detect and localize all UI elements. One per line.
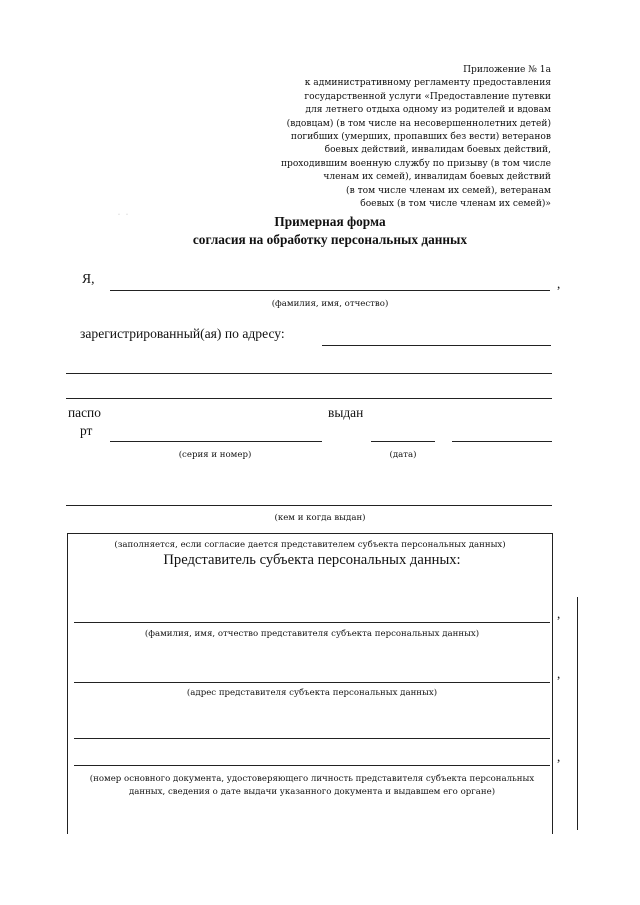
rep-fio-caption: (фамилия, имя, отчество представителя субъекта персональных данных) (144, 629, 480, 639)
comma: , (557, 666, 561, 681)
series-number-input-line[interactable] (110, 441, 322, 442)
scan-speck: · (118, 212, 120, 218)
appendix-line: погибших (умерших, пропавших без вести) ветеранов (290, 132, 551, 143)
form-title: Примерная форма (274, 214, 386, 229)
scan-speck: · (126, 212, 128, 218)
comma: , (557, 276, 561, 291)
date-input-line-2[interactable] (452, 441, 552, 442)
appendix-line: для летнего отдыха одному из родителей и вдовам (305, 105, 551, 116)
appendix-line: боевых действий, инвалидам боевых действий, (324, 145, 551, 156)
passport-label-part1: паспо (68, 405, 101, 420)
series-caption: (серия и номер) (178, 450, 252, 460)
rep-address-caption: (адрес представителя субъекта персональных данных) (186, 688, 438, 698)
appendix-line: Приложение № 1а (463, 65, 551, 75)
rep-document-caption: (номер основного документа, удостоверяющего личность представителя субъекта персональных данных, сведения о дате выдачи указанного документа и выдавшем его органе) (89, 774, 535, 797)
address-input-line-2[interactable] (66, 373, 552, 374)
issued-label: выдан (328, 405, 364, 420)
appendix-line: к административному регламенту предоставления (304, 78, 551, 89)
appendix-header (268, 64, 551, 211)
i-label: Я, (82, 271, 95, 286)
date-caption: (дата) (389, 450, 417, 460)
appendix-line: членам их семей), инвалидам боевых действий (323, 172, 551, 183)
representative-heading: Представитель субъекта персональных данных: (163, 552, 461, 568)
issued-by-caption: (кем и когда выдан) (274, 513, 366, 523)
appendix-line: (в том числе членам их семей), ветеранам (346, 185, 551, 196)
appendix-line: государственной услуги «Предоставление путевки (304, 91, 551, 102)
registered-label: зарегистрированный(ая) по адресу: (80, 326, 285, 341)
rep-fio-input-line[interactable] (74, 622, 550, 623)
appendix-line: боевых (в том числе членам их семей)» (360, 199, 551, 210)
date-input-line[interactable] (371, 441, 435, 442)
appendix-line: проходившим военную службу по призыву (в том числе (280, 158, 551, 169)
rep-document-input-line-1[interactable] (74, 738, 550, 739)
fio-input-line[interactable] (110, 290, 550, 291)
issued-by-input-line[interactable] (66, 505, 552, 506)
rep-address-input-line[interactable] (74, 682, 550, 683)
comma: , (557, 606, 561, 621)
passport-label-part2: рт (80, 423, 93, 438)
scan-edge-line (577, 597, 578, 830)
form-subtitle: согласия на обработку персональных данных (192, 232, 468, 247)
fio-caption: (фамилия, имя, отчество) (271, 299, 389, 309)
representative-note: (заполняется, если согласие дается представителем субъекта персональных данных) (114, 540, 506, 550)
address-input-line-1[interactable] (322, 345, 551, 346)
comma: , (557, 749, 561, 764)
address-input-line-3[interactable] (66, 398, 552, 399)
appendix-line: (вдовцам) (в том числе на несовершеннолетних детей) (286, 118, 551, 129)
rep-document-input-line-2[interactable] (74, 765, 550, 766)
